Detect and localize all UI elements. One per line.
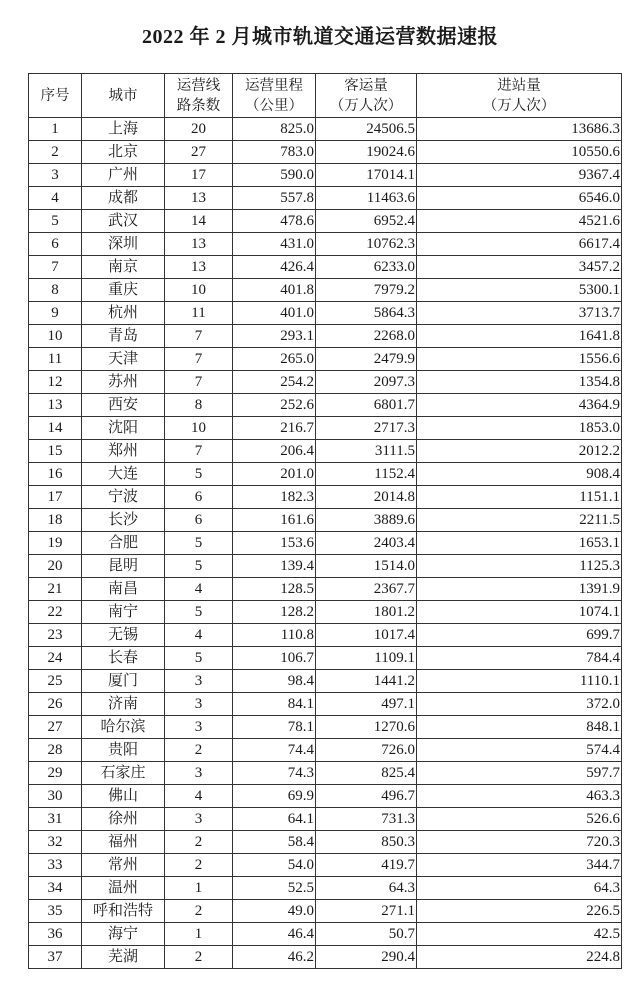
cell-ridership: 1514.0 (316, 555, 417, 578)
cell-entries: 526.6 (417, 808, 622, 831)
cell-entries: 6617.4 (417, 233, 622, 256)
cell-index: 11 (29, 348, 82, 371)
cell-city: 武汉 (82, 210, 165, 233)
table-row (29, 348, 622, 371)
cell-index: 24 (29, 647, 82, 670)
cell-ridership: 11463.6 (316, 187, 417, 210)
cell-ridership: 726.0 (316, 739, 417, 762)
cell-city: 海宁 (82, 923, 165, 946)
table-row (29, 808, 622, 831)
cell-city: 天津 (82, 348, 165, 371)
cell-city: 哈尔滨 (82, 716, 165, 739)
cell-entries: 720.3 (417, 831, 622, 854)
header-ridership (316, 74, 417, 118)
cell-ridership: 6952.4 (316, 210, 417, 233)
cell-index: 25 (29, 670, 82, 693)
cell-mileage: 401.8 (233, 279, 316, 302)
table-row (29, 371, 622, 394)
cell-entries: 1641.8 (417, 325, 622, 348)
cell-ridership: 6801.7 (316, 394, 417, 417)
table-row (29, 831, 622, 854)
cell-ridership: 50.7 (316, 923, 417, 946)
table-row (29, 900, 622, 923)
cell-ridership: 19024.6 (316, 141, 417, 164)
cell-lines: 2 (165, 831, 233, 854)
cell-mileage: 58.4 (233, 831, 316, 854)
cell-city: 杭州 (82, 302, 165, 325)
cell-city: 大连 (82, 463, 165, 486)
cell-mileage: 557.8 (233, 187, 316, 210)
cell-ridership: 3111.5 (316, 440, 417, 463)
table-row (29, 509, 622, 532)
cell-city: 西安 (82, 394, 165, 417)
cell-city: 常州 (82, 854, 165, 877)
cell-entries: 1125.3 (417, 555, 622, 578)
cell-mileage: 139.4 (233, 555, 316, 578)
table-row (29, 233, 622, 256)
cell-ridership: 850.3 (316, 831, 417, 854)
cell-entries: 13686.3 (417, 118, 622, 141)
cell-entries: 5300.1 (417, 279, 622, 302)
cell-lines: 4 (165, 624, 233, 647)
table-row (29, 118, 622, 141)
header-lines-line1: 运营线 (176, 77, 221, 94)
cell-city: 昆明 (82, 555, 165, 578)
cell-city: 重庆 (82, 279, 165, 302)
table-row (29, 601, 622, 624)
cell-ridership: 7979.2 (316, 279, 417, 302)
cell-index: 33 (29, 854, 82, 877)
cell-ridership: 1017.4 (316, 624, 417, 647)
cell-lines: 7 (165, 348, 233, 371)
cell-mileage: 54.0 (233, 854, 316, 877)
cell-index: 6 (29, 233, 82, 256)
cell-city: 呼和浩特 (82, 900, 165, 923)
cell-ridership: 271.1 (316, 900, 417, 923)
table-row (29, 716, 622, 739)
cell-index: 32 (29, 831, 82, 854)
cell-entries: 1110.1 (417, 670, 622, 693)
cell-city: 石家庄 (82, 762, 165, 785)
cell-index: 8 (29, 279, 82, 302)
cell-mileage: 161.6 (233, 509, 316, 532)
cell-mileage: 182.3 (233, 486, 316, 509)
cell-index: 37 (29, 946, 82, 969)
cell-lines: 2 (165, 900, 233, 923)
cell-ridership: 1801.2 (316, 601, 417, 624)
cell-index: 23 (29, 624, 82, 647)
table-row (29, 463, 622, 486)
cell-index: 10 (29, 325, 82, 348)
cell-mileage: 128.2 (233, 601, 316, 624)
cell-lines: 2 (165, 854, 233, 877)
cell-lines: 6 (165, 509, 233, 532)
cell-lines: 5 (165, 463, 233, 486)
cell-mileage: 478.6 (233, 210, 316, 233)
cell-ridership: 1152.4 (316, 463, 417, 486)
cell-city: 佛山 (82, 785, 165, 808)
cell-mileage: 46.4 (233, 923, 316, 946)
cell-lines: 3 (165, 716, 233, 739)
cell-mileage: 84.1 (233, 693, 316, 716)
table-header-row (29, 74, 622, 118)
cell-index: 35 (29, 900, 82, 923)
cell-mileage: 128.5 (233, 578, 316, 601)
cell-ridership: 2367.7 (316, 578, 417, 601)
cell-lines: 4 (165, 785, 233, 808)
cell-index: 1 (29, 118, 82, 141)
cell-lines: 14 (165, 210, 233, 233)
header-entries-line2: （万人次） (482, 97, 556, 114)
cell-mileage: 74.4 (233, 739, 316, 762)
header-lines (165, 74, 233, 118)
cell-city: 上海 (82, 118, 165, 141)
table-row (29, 164, 622, 187)
cell-index: 21 (29, 578, 82, 601)
cell-city: 长春 (82, 647, 165, 670)
cell-city: 宁波 (82, 486, 165, 509)
cell-lines: 8 (165, 394, 233, 417)
cell-index: 13 (29, 394, 82, 417)
cell-ridership: 6233.0 (316, 256, 417, 279)
cell-ridership: 825.4 (316, 762, 417, 785)
table-row (29, 693, 622, 716)
cell-ridership: 731.3 (316, 808, 417, 831)
cell-city: 沈阳 (82, 417, 165, 440)
table-row (29, 394, 622, 417)
cell-entries: 908.4 (417, 463, 622, 486)
cell-entries: 3457.2 (417, 256, 622, 279)
header-index (29, 74, 82, 118)
cell-city: 无锡 (82, 624, 165, 647)
cell-mileage: 426.4 (233, 256, 316, 279)
cell-city: 温州 (82, 877, 165, 900)
cell-mileage: 216.7 (233, 417, 316, 440)
table-row (29, 946, 622, 969)
cell-lines: 11 (165, 302, 233, 325)
cell-entries: 64.3 (417, 877, 622, 900)
cell-entries: 4364.9 (417, 394, 622, 417)
cell-ridership: 3889.6 (316, 509, 417, 532)
cell-mileage: 431.0 (233, 233, 316, 256)
cell-index: 4 (29, 187, 82, 210)
table-row (29, 647, 622, 670)
cell-lines: 5 (165, 532, 233, 555)
cell-entries: 784.4 (417, 647, 622, 670)
cell-city: 南京 (82, 256, 165, 279)
cell-index: 16 (29, 463, 82, 486)
header-entries-line1: 进站量 (497, 77, 541, 94)
cell-mileage: 98.4 (233, 670, 316, 693)
cell-lines: 10 (165, 417, 233, 440)
cell-lines: 13 (165, 256, 233, 279)
cell-entries: 574.4 (417, 739, 622, 762)
cell-city: 合肥 (82, 532, 165, 555)
cell-mileage: 783.0 (233, 141, 316, 164)
table-row (29, 417, 622, 440)
cell-lines: 1 (165, 923, 233, 946)
cell-mileage: 206.4 (233, 440, 316, 463)
cell-ridership: 10762.3 (316, 233, 417, 256)
cell-city: 南宁 (82, 601, 165, 624)
table-row (29, 555, 622, 578)
cell-entries: 2211.5 (417, 509, 622, 532)
cell-lines: 5 (165, 647, 233, 670)
header-ridership-line1: 客运量 (344, 77, 388, 94)
cell-lines: 10 (165, 279, 233, 302)
table-row (29, 187, 622, 210)
table-row (29, 877, 622, 900)
cell-lines: 3 (165, 808, 233, 831)
header-ridership-line2: （万人次） (329, 97, 403, 114)
cell-ridership: 2268.0 (316, 325, 417, 348)
table-row (29, 486, 622, 509)
cell-lines: 3 (165, 670, 233, 693)
cell-lines: 7 (165, 325, 233, 348)
cell-entries: 3713.7 (417, 302, 622, 325)
cell-index: 15 (29, 440, 82, 463)
cell-lines: 6 (165, 486, 233, 509)
cell-lines: 5 (165, 601, 233, 624)
metro-data-table (28, 73, 622, 969)
cell-ridership: 5864.3 (316, 302, 417, 325)
cell-mileage: 64.1 (233, 808, 316, 831)
cell-index: 30 (29, 785, 82, 808)
cell-index: 31 (29, 808, 82, 831)
cell-entries: 2012.2 (417, 440, 622, 463)
cell-mileage: 252.6 (233, 394, 316, 417)
header-index-label: 序号 (40, 87, 70, 104)
cell-ridership: 2403.4 (316, 532, 417, 555)
cell-city: 厦门 (82, 670, 165, 693)
cell-entries: 344.7 (417, 854, 622, 877)
cell-lines: 3 (165, 693, 233, 716)
table-body (29, 118, 622, 969)
cell-index: 27 (29, 716, 82, 739)
cell-ridership: 2479.9 (316, 348, 417, 371)
cell-mileage: 52.5 (233, 877, 316, 900)
cell-lines: 17 (165, 164, 233, 187)
cell-entries: 4521.6 (417, 210, 622, 233)
table-row (29, 762, 622, 785)
cell-entries: 1391.9 (417, 578, 622, 601)
cell-entries: 1556.6 (417, 348, 622, 371)
cell-ridership: 64.3 (316, 877, 417, 900)
cell-lines: 1 (165, 877, 233, 900)
cell-ridership: 496.7 (316, 785, 417, 808)
cell-city: 青岛 (82, 325, 165, 348)
cell-ridership: 17014.1 (316, 164, 417, 187)
cell-ridership: 290.4 (316, 946, 417, 969)
page-title: 2022 年 2 月城市轨道交通运营数据速报 (142, 26, 498, 48)
header-mileage-line2: （公里） (245, 97, 303, 114)
table-row (29, 302, 622, 325)
cell-mileage: 825.0 (233, 118, 316, 141)
cell-city: 广州 (82, 164, 165, 187)
header-city-label: 城市 (108, 87, 138, 104)
cell-index: 18 (29, 509, 82, 532)
cell-index: 28 (29, 739, 82, 762)
cell-lines: 5 (165, 555, 233, 578)
table-row (29, 854, 622, 877)
cell-lines: 7 (165, 440, 233, 463)
header-lines-line2: 路条数 (176, 97, 221, 114)
cell-city: 济南 (82, 693, 165, 716)
cell-city: 南昌 (82, 578, 165, 601)
cell-city: 芜湖 (82, 946, 165, 969)
cell-index: 3 (29, 164, 82, 187)
cell-entries: 463.3 (417, 785, 622, 808)
cell-ridership: 419.7 (316, 854, 417, 877)
cell-mileage: 254.2 (233, 371, 316, 394)
cell-city: 长沙 (82, 509, 165, 532)
cell-entries: 224.8 (417, 946, 622, 969)
cell-mileage: 153.6 (233, 532, 316, 555)
cell-entries: 1354.8 (417, 371, 622, 394)
cell-index: 14 (29, 417, 82, 440)
table-row (29, 325, 622, 348)
cell-lines: 4 (165, 578, 233, 601)
cell-mileage: 590.0 (233, 164, 316, 187)
cell-index: 5 (29, 210, 82, 233)
cell-city: 苏州 (82, 371, 165, 394)
cell-lines: 2 (165, 946, 233, 969)
cell-index: 22 (29, 601, 82, 624)
cell-city: 北京 (82, 141, 165, 164)
cell-index: 26 (29, 693, 82, 716)
cell-index: 36 (29, 923, 82, 946)
cell-ridership: 1109.1 (316, 647, 417, 670)
cell-index: 34 (29, 877, 82, 900)
cell-entries: 10550.6 (417, 141, 622, 164)
table-row (29, 279, 622, 302)
cell-mileage: 69.9 (233, 785, 316, 808)
cell-city: 徐州 (82, 808, 165, 831)
cell-lines: 13 (165, 187, 233, 210)
table-row (29, 785, 622, 808)
cell-city: 贵阳 (82, 739, 165, 762)
table-row (29, 624, 622, 647)
cell-mileage: 46.2 (233, 946, 316, 969)
table-row (29, 923, 622, 946)
cell-mileage: 106.7 (233, 647, 316, 670)
header-city (82, 74, 165, 118)
cell-entries: 42.5 (417, 923, 622, 946)
cell-lines: 2 (165, 739, 233, 762)
cell-ridership: 1270.6 (316, 716, 417, 739)
cell-city: 成都 (82, 187, 165, 210)
cell-index: 17 (29, 486, 82, 509)
cell-mileage: 293.1 (233, 325, 316, 348)
cell-entries: 9367.4 (417, 164, 622, 187)
table-row (29, 670, 622, 693)
cell-city: 深圳 (82, 233, 165, 256)
cell-city: 福州 (82, 831, 165, 854)
cell-ridership: 2097.3 (316, 371, 417, 394)
cell-lines: 3 (165, 762, 233, 785)
table-row (29, 256, 622, 279)
cell-ridership: 1441.2 (316, 670, 417, 693)
cell-mileage: 110.8 (233, 624, 316, 647)
cell-lines: 7 (165, 371, 233, 394)
cell-ridership: 24506.5 (316, 118, 417, 141)
cell-index: 12 (29, 371, 82, 394)
cell-entries: 597.7 (417, 762, 622, 785)
cell-index: 2 (29, 141, 82, 164)
cell-mileage: 201.0 (233, 463, 316, 486)
cell-entries: 848.1 (417, 716, 622, 739)
cell-ridership: 497.1 (316, 693, 417, 716)
cell-mileage: 49.0 (233, 900, 316, 923)
table-row (29, 141, 622, 164)
cell-mileage: 401.0 (233, 302, 316, 325)
cell-index: 29 (29, 762, 82, 785)
cell-index: 9 (29, 302, 82, 325)
table-row (29, 210, 622, 233)
cell-lines: 20 (165, 118, 233, 141)
cell-city: 郑州 (82, 440, 165, 463)
cell-mileage: 74.3 (233, 762, 316, 785)
cell-mileage: 78.1 (233, 716, 316, 739)
cell-lines: 27 (165, 141, 233, 164)
cell-entries: 226.5 (417, 900, 622, 923)
cell-entries: 1853.0 (417, 417, 622, 440)
cell-entries: 372.0 (417, 693, 622, 716)
table-row (29, 739, 622, 762)
cell-mileage: 265.0 (233, 348, 316, 371)
cell-entries: 1074.1 (417, 601, 622, 624)
cell-entries: 699.7 (417, 624, 622, 647)
cell-entries: 1653.1 (417, 532, 622, 555)
header-entries (417, 74, 622, 118)
cell-entries: 6546.0 (417, 187, 622, 210)
cell-lines: 13 (165, 233, 233, 256)
table-row (29, 532, 622, 555)
cell-entries: 1151.1 (417, 486, 622, 509)
table-row (29, 578, 622, 601)
cell-index: 7 (29, 256, 82, 279)
header-mileage (233, 74, 316, 118)
cell-index: 19 (29, 532, 82, 555)
cell-ridership: 2014.8 (316, 486, 417, 509)
cell-ridership: 2717.3 (316, 417, 417, 440)
header-mileage-line1: 运营里程 (245, 77, 303, 94)
cell-index: 20 (29, 555, 82, 578)
table-row (29, 440, 622, 463)
